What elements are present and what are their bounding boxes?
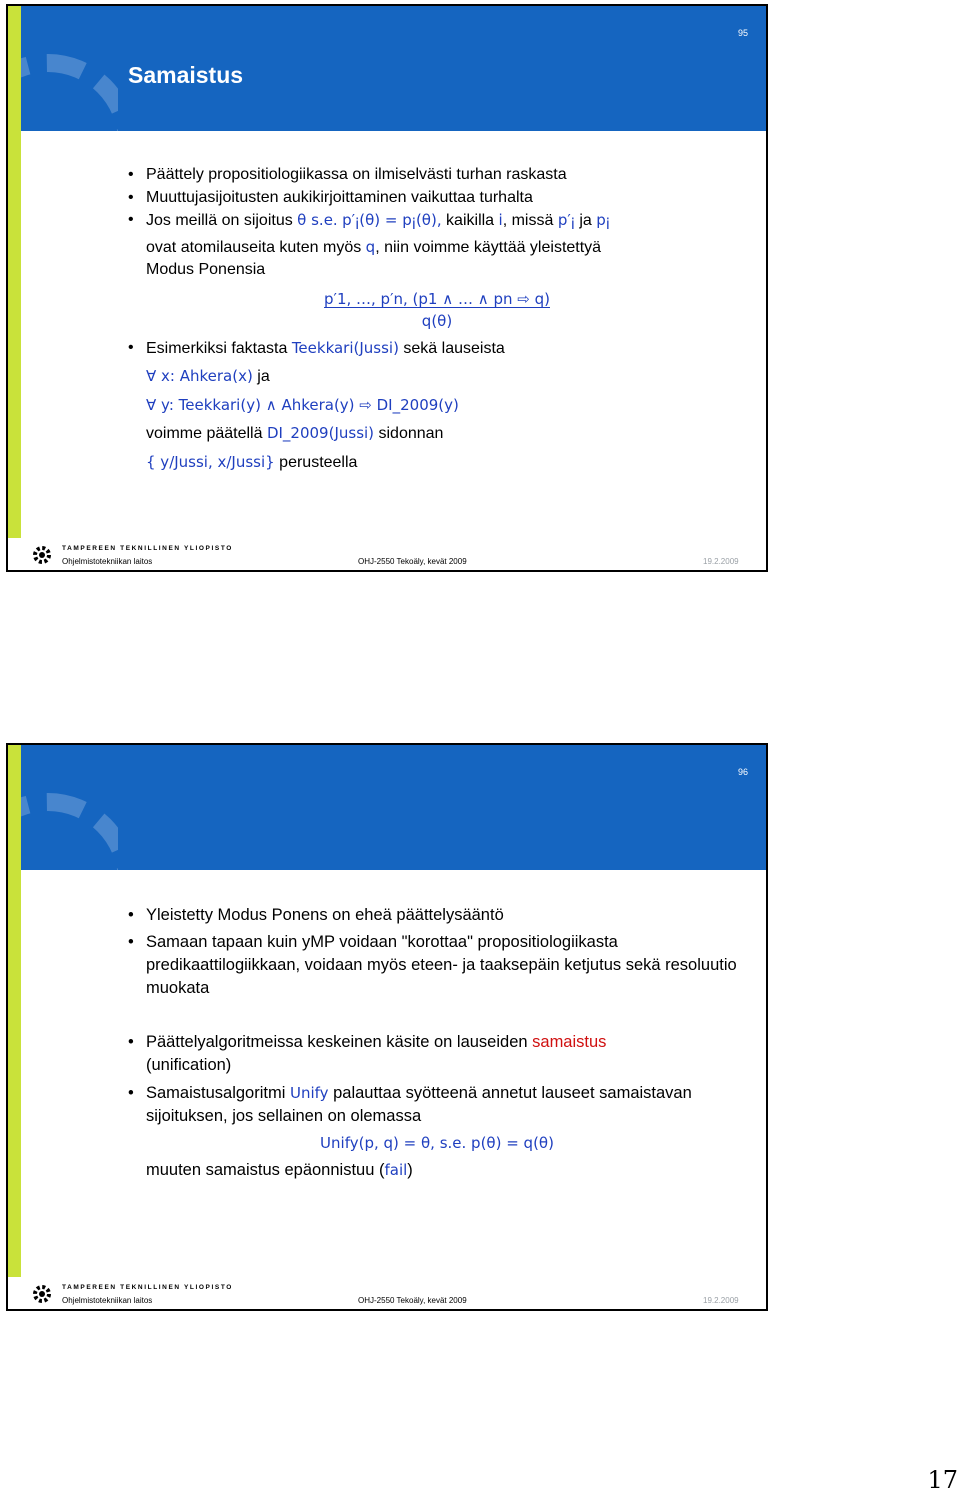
slide-95 bbox=[6, 4, 768, 572]
formula-text: (θ) = p bbox=[359, 211, 412, 229]
slide-title: Samaistus bbox=[128, 62, 244, 88]
slide-96 bbox=[6, 743, 768, 1311]
bullet: • Samaan tapaan kuin yMP voidaan "korottaa" propositiologiikasta predikaattilogiikkaan, voidaan myös eteen- ja taaksepäin ketjutus sekä resoluutio muokata bbox=[126, 931, 748, 1000]
formula-text: p bbox=[596, 211, 606, 229]
unify-formula: Unify(p, q) = θ, s.e. p(θ) = q(θ) bbox=[320, 1134, 554, 1152]
formula-text: fail bbox=[384, 1161, 408, 1179]
binding-line bbox=[126, 451, 748, 475]
highlight-text: samaistus bbox=[532, 1033, 607, 1051]
bullet-text: , niin voimme käyttää yleistettyä bbox=[375, 238, 602, 256]
formula-text: ∀ y: Teekkari(y) ∧ Ahkera(y) ⇨ DI_2009(y) bbox=[146, 395, 459, 414]
accent-stripe bbox=[8, 745, 21, 1277]
bullet bbox=[126, 209, 748, 282]
conclusion-line bbox=[126, 422, 748, 446]
bullet bbox=[126, 1082, 748, 1128]
bullet-text: kaikilla bbox=[441, 212, 499, 229]
university-name: TAMPEREEN TEKNILLINEN YLIOPISTO bbox=[62, 545, 233, 552]
bullet-text: ovat atomilauseita kuten myös bbox=[146, 238, 366, 256]
bullet-text: (unification) bbox=[146, 1056, 232, 1074]
formula-text: (θ), bbox=[415, 211, 442, 229]
bullet-text: Päättelyalgoritmeissa keskeinen käsite on lauseiden bbox=[146, 1033, 533, 1051]
bullet: • Yleistetty Modus Ponens on eheä päättelysääntö bbox=[126, 904, 748, 927]
bullet-text: ) bbox=[407, 1161, 413, 1179]
formula-text: DI_2009(Jussi) bbox=[266, 424, 375, 443]
formula-text: i bbox=[498, 211, 503, 229]
slide-body bbox=[126, 904, 748, 1182]
bullet-text: , missä bbox=[502, 212, 558, 229]
course-name: OHJ-2550 Tekoäly, kevät 2009 bbox=[358, 1296, 467, 1305]
university-name: TAMPEREEN TEKNILLINEN YLIOPISTO bbox=[62, 1284, 233, 1291]
slide-footer bbox=[8, 538, 766, 570]
tut-logo-icon bbox=[30, 1282, 54, 1306]
bullet-text: sidonnan bbox=[374, 425, 444, 443]
bullet-text: palauttaa syötteenä annetut lauseet samaistavan sijoituksen, jos sellainen on olemassa bbox=[146, 1084, 692, 1125]
slide-date: 19.2.2009 bbox=[703, 557, 739, 566]
course-name: OHJ-2550 Tekoäly, kevät 2009 bbox=[358, 557, 467, 566]
bullet-text: perusteella bbox=[274, 453, 358, 471]
modus-ponens-premises: p′1, …, p′n, (p1 ∧ … ∧ pn ⇨ q) bbox=[324, 289, 550, 308]
formula-text: p′ bbox=[557, 211, 571, 229]
slide-body bbox=[126, 164, 748, 474]
accent-stripe bbox=[8, 6, 21, 538]
bullet-text: Samaistusalgoritmi bbox=[146, 1084, 290, 1102]
formula-sub: i bbox=[605, 215, 610, 234]
formula-text: Teekkari(Jussi) bbox=[291, 338, 399, 357]
bullet-text: muuten samaistus epäonnistuu ( bbox=[146, 1161, 385, 1179]
formula-text: Unify bbox=[289, 1084, 329, 1102]
rule-line bbox=[126, 365, 748, 389]
rule-line bbox=[126, 394, 748, 418]
slide-footer bbox=[8, 1277, 766, 1309]
bullet-text: voimme päätellä bbox=[146, 425, 267, 443]
bullet-text: Jos meillä on sijoitus bbox=[146, 212, 298, 229]
bullet: • Muuttujasijoitusten aukikirjoittaminen vaikuttaa turhalta bbox=[126, 187, 748, 210]
bullet bbox=[126, 1031, 748, 1077]
formula-text: p′ bbox=[342, 211, 356, 229]
slide-number: 95 bbox=[737, 28, 748, 38]
formula-text: ∀ x: Ahkera(x) bbox=[146, 367, 253, 386]
bullet-text: ja bbox=[574, 212, 597, 229]
formula-sub: i bbox=[355, 215, 360, 234]
bullet bbox=[126, 337, 748, 361]
header-band bbox=[8, 745, 766, 870]
department-name: Ohjelmistotekniikan laitos bbox=[62, 557, 153, 566]
slide-date: 19.2.2009 bbox=[703, 1296, 739, 1305]
modus-ponens-conclusion: q(θ) bbox=[421, 312, 453, 331]
header-band bbox=[8, 6, 766, 131]
formula-text: { y/Jussi, x/Jussi} bbox=[146, 452, 275, 471]
fail-line bbox=[126, 1159, 748, 1182]
bullet-text: Esimerkiksi faktasta bbox=[146, 339, 292, 357]
department-name: Ohjelmistotekniikan laitos bbox=[62, 1296, 153, 1305]
bullet-text: sekä lauseista bbox=[398, 339, 505, 357]
formula-sub: i bbox=[570, 215, 575, 234]
formula-text: θ s.e. bbox=[297, 211, 338, 229]
bullet: • Päättely propositiologiikassa on ilmiselvästi turhan raskasta bbox=[126, 164, 748, 187]
bullet-text: ja bbox=[252, 368, 270, 386]
slide-number: 96 bbox=[737, 767, 748, 777]
formula-sub: i bbox=[411, 215, 416, 234]
page-number: 17 bbox=[927, 1466, 958, 1494]
formula-text: q bbox=[365, 237, 376, 256]
bullet-text: Modus Ponensia bbox=[146, 261, 266, 279]
tut-logo-icon bbox=[30, 543, 54, 567]
